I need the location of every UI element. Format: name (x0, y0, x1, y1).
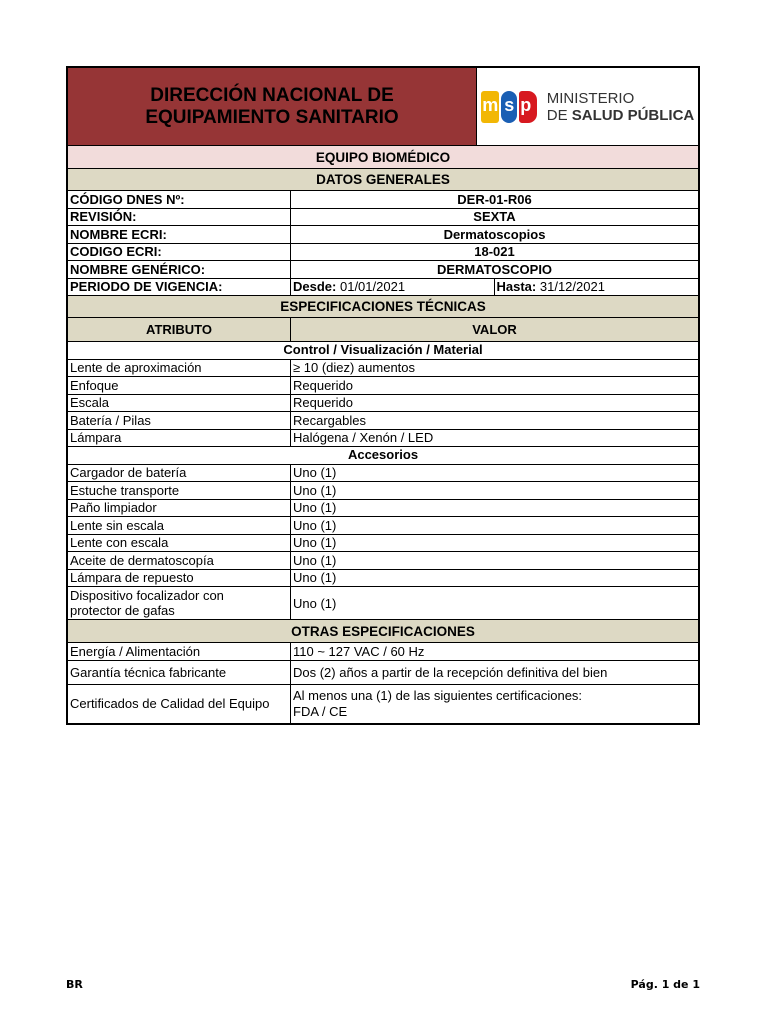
row-label: Lámpara de repuesto (68, 570, 291, 587)
table-row (68, 482, 698, 500)
row-value: Requerido (293, 377, 353, 393)
row-label-line2: protector de gafas (70, 603, 175, 618)
msp-logo-letters: msp (482, 94, 538, 115)
row-value: Uno (1) (293, 535, 337, 551)
logo-line1: MINISTERIO (546, 89, 635, 107)
row-value: DER-01-R06 (457, 191, 532, 207)
row-label: REVISIÓN: (68, 209, 291, 226)
row-value: Dos (2) años a partir de la recepción definitiva del bien (293, 664, 608, 680)
otras-band: OTRAS ESPECIFICACIONES (68, 620, 698, 643)
spec-sheet (66, 66, 700, 725)
table-row (68, 465, 698, 483)
row-value: Uno (1) (293, 570, 337, 586)
logo-line2-bold: SALUD PÚBLICA (571, 106, 695, 124)
ministry-logo (477, 68, 698, 145)
row-label: NOMBRE GENÉRICO: (68, 261, 291, 278)
header-title (68, 68, 477, 145)
row-label: Batería / Pilas (68, 412, 291, 429)
table-row (68, 552, 698, 570)
row-label: Energía / Alimentación (68, 643, 291, 660)
table-row (68, 377, 698, 395)
row-value: Recargables (293, 412, 366, 428)
row-label: Escala (68, 395, 291, 412)
hasta-value: 31/12/2021 (539, 279, 605, 295)
row-label: CÓDIGO DNES Nº: (68, 191, 291, 208)
row-value: Uno (1) (293, 465, 337, 481)
row-label: Garantía técnica fabricante (68, 661, 291, 684)
table-row (68, 643, 698, 661)
table-row (68, 430, 698, 448)
section-title: Control / Visualización / Material (68, 342, 698, 360)
row-value: DERMATOSCOPIO (436, 261, 553, 277)
row-value-line1: Al menos una (1) de las siguientes certificaciones: (293, 687, 583, 703)
section-title: Accesorios (68, 447, 698, 465)
row-value: Uno (1) (293, 500, 337, 516)
row-label: Aceite de dermatoscopía (68, 552, 291, 569)
row-value: 110 ~ 127 VAC / 60 Hz (293, 643, 425, 659)
row-label: Lámpara (68, 430, 291, 447)
hasta-label: Hasta: (496, 279, 537, 295)
page-number: Pág. 1 de 1 (630, 978, 700, 991)
row-label: Lente de aproximación (68, 360, 291, 377)
row-label-line1: Dispositivo focalizador con (70, 588, 224, 603)
row-label: Lente sin escala (68, 517, 291, 534)
row-label: Estuche transporte (68, 482, 291, 499)
row-label: NOMBRE ECRI: (68, 226, 291, 243)
datos-generales-band: DATOS GENERALES (68, 169, 698, 191)
table-row (68, 517, 698, 535)
header (68, 68, 698, 146)
table-row (68, 412, 698, 430)
row-value-line2: FDA / CE (293, 703, 348, 719)
row-label: Cargador de batería (68, 465, 291, 482)
table-row (68, 395, 698, 413)
header-title-line1: DIRECCIÓN NACIONAL DE (150, 84, 394, 106)
col-valor: VALOR (472, 322, 517, 337)
row-label: Enfoque (68, 377, 291, 394)
logo-line2-pre: DE (546, 106, 572, 124)
vigencia-row (68, 279, 698, 297)
col-atributo: ATRIBUTO (68, 318, 291, 341)
row-label: CODIGO ECRI: (68, 244, 291, 261)
table-row (68, 570, 698, 588)
row-value: Uno (1) (293, 482, 337, 498)
table-row (68, 535, 698, 553)
desde-value: 01/01/2021 (339, 279, 406, 295)
row-value: Requerido (293, 395, 353, 411)
table-row (68, 244, 698, 262)
row-label: Paño limpiador (68, 500, 291, 517)
row-value: Uno (1) (293, 517, 337, 533)
row-value: Halógena / Xenón / LED (293, 430, 434, 446)
table-row (68, 587, 698, 620)
table-row (68, 261, 698, 279)
row-label: Lente con escala (68, 535, 291, 552)
table-row (68, 500, 698, 518)
table-row (68, 360, 698, 378)
row-label: Certificados de Calidad del Equipo (68, 685, 291, 723)
header-title-line2: EQUIPAMIENTO SANITARIO (145, 106, 399, 128)
row-value: Uno (1) (293, 552, 337, 568)
vigencia-label: PERIODO DE VIGENCIA: (68, 279, 291, 296)
especificaciones-band: ESPECIFICACIONES TÉCNICAS (68, 296, 698, 318)
row-value: Uno (1) (293, 595, 337, 611)
row-value: ≥ 10 (diez) aumentos (293, 360, 416, 376)
footer-left: BR (66, 978, 83, 991)
table-row (68, 685, 698, 723)
column-headers (68, 318, 698, 342)
desde-label: Desde: (293, 279, 337, 295)
row-value: SEXTA (473, 209, 516, 225)
table-row (68, 209, 698, 227)
table-row (68, 661, 698, 685)
table-row (68, 191, 698, 209)
msp-logo-icon (481, 87, 539, 127)
row-value: 18-021 (474, 244, 515, 260)
row-value: Dermatoscopios (443, 226, 546, 242)
table-row (68, 226, 698, 244)
equipo-band: EQUIPO BIOMÉDICO (68, 146, 698, 169)
